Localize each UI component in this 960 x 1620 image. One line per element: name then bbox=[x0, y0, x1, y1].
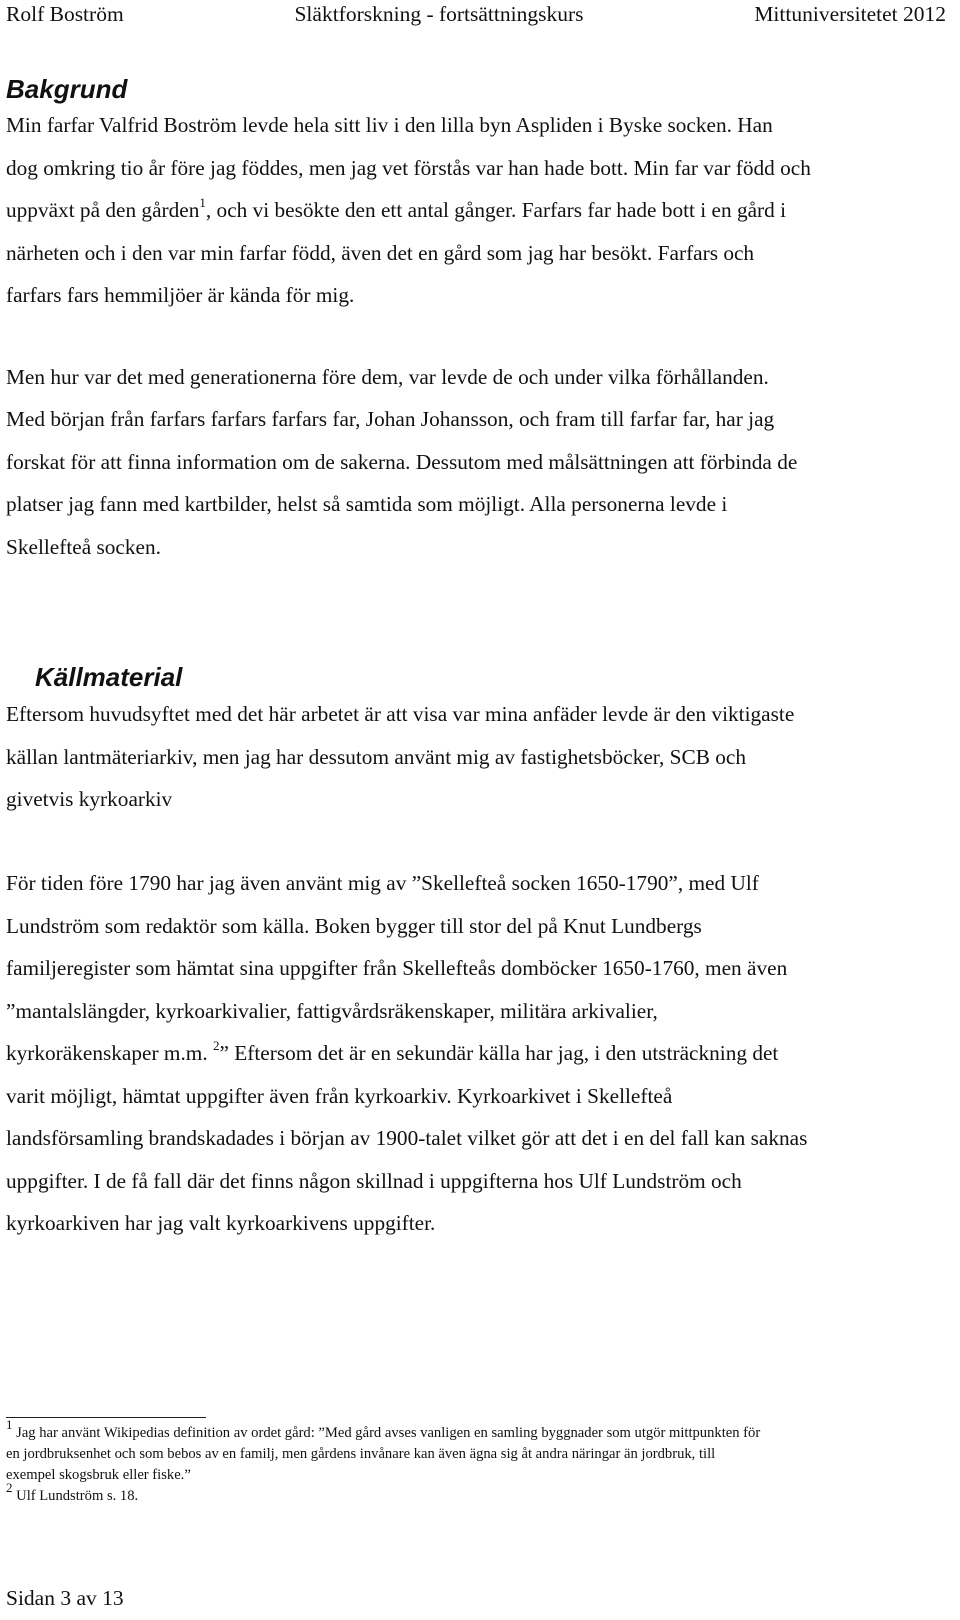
page-header bbox=[6, 0, 946, 28]
header-author: Rolf Boström bbox=[6, 2, 124, 26]
section-heading-bakgrund: Bakgrund bbox=[6, 74, 128, 104]
text-fragment: uppväxt på den gården bbox=[6, 198, 200, 222]
text-line bbox=[6, 189, 811, 232]
section-heading-kallmaterial: Källmaterial bbox=[35, 662, 183, 692]
paragraph-bakgrund-2 bbox=[6, 356, 769, 399]
text-line: Men hur var det med generationerna före dem, var levde de och under vilka förhållanden. bbox=[6, 365, 769, 389]
header-course: Släktforskning - fortsättningskurs bbox=[294, 2, 584, 26]
text-line bbox=[6, 1032, 807, 1075]
text-fragment: ” Eftersom det är en sekundär källa har jag, i den utsträckning det bbox=[219, 1041, 779, 1065]
footnote-1-line bbox=[6, 1417, 761, 1444]
text-line: källan lantmäteriarkiv, men jag har dessutom använt mig av fastighetsböcker, SCB och bbox=[6, 744, 747, 769]
text-line: forskat för att finna information om de sakerna. Dessutom med målsättningen att förbinda de bbox=[6, 449, 798, 474]
text-line: farfars fars hemmiljöer är kända för mig. bbox=[6, 283, 355, 307]
text-line: Min farfar Valfrid Boström levde hela sitt liv i den lilla byn Aspliden i Byske socken. Han bbox=[6, 113, 773, 137]
page-number: Sidan 3 av 13 bbox=[6, 1586, 124, 1610]
text-line: närheten och i den var min farfar född, även det en gård som jag har besökt. Farfars och bbox=[6, 240, 755, 265]
text-fragment: kyrkoräkenskaper m.m. bbox=[6, 1041, 213, 1065]
text-line: givetvis kyrkoarkiv bbox=[6, 787, 173, 811]
footnote-mark-1: 1 bbox=[6, 1417, 13, 1433]
footnote-2-line bbox=[6, 1480, 760, 1507]
text-line: Skellefteå socken. bbox=[6, 534, 161, 559]
footnote-separator bbox=[6, 1417, 206, 1418]
footnotes bbox=[6, 1417, 761, 1507]
footnote-2-text: Ulf Lundström s. 18. bbox=[12, 1488, 139, 1504]
footnote-1-line: en jordbruksenhet och som bebos av en familj, men gårdens invånare kan även ägna sig åt andra näringar än jordbruk, till bbox=[6, 1446, 716, 1462]
text-line: ”mantalslängder, kyrkoarkivalier, fattigvårdsräkenskaper, militära arkivalier, bbox=[6, 998, 658, 1023]
text-line: varit möjligt, hämtat uppgifter även från kyrkoarkiv. Kyrkoarkivet i Skellefteå bbox=[6, 1083, 673, 1108]
paragraph-kallmaterial-2 bbox=[6, 862, 807, 1245]
footnote-mark-2: 2 bbox=[6, 1480, 13, 1496]
text-line: platser jag fann med kartbilder, helst så samtida som möjligt. Alla personerna levde i bbox=[6, 492, 728, 516]
text-line: Lundström som redaktör som källa. Boken bygger till stor del på Knut Lundbergs bbox=[6, 913, 702, 938]
text-line: kyrkoarkiven har jag valt kyrkoarkivens uppgifter. bbox=[6, 1211, 436, 1235]
text-line: familjeregister som hämtat sina uppgifter från Skellefteås domböcker 1650-1760, men även bbox=[6, 956, 788, 980]
footnote-1-line: exempel skogsbruk eller fiske.” bbox=[6, 1467, 191, 1483]
text-line: För tiden före 1790 har jag även använt mig av ”Skellefteå socken 1650-1790”, med Ulf bbox=[6, 871, 759, 895]
footnote-1-text: Jag har använt Wikipedias definition av ordet gård: ”Med gård avses vanligen en samling byggnader som utgör mittpunkten för bbox=[12, 1425, 761, 1441]
paragraph-bakgrund-3 bbox=[6, 398, 797, 568]
text-line: dog omkring tio år före jag föddes, men jag vet förstås var han hade bott. Min far var född och bbox=[6, 155, 811, 180]
header-institution: Mittuniversitetet 2012 bbox=[754, 2, 946, 26]
text-line: Eftersom huvudsyftet med det här arbetet är att visa var mina anfäder levde är den viktigaste bbox=[6, 702, 795, 726]
text-fragment: , och vi besökte den ett antal gånger. Farfars far hade bott i en gård i bbox=[205, 198, 787, 222]
paragraph-kallmaterial-1 bbox=[6, 693, 794, 821]
footnote-reference-1[interactable]: 1 bbox=[199, 194, 206, 210]
footnote-reference-2[interactable]: 2 bbox=[213, 1037, 220, 1053]
text-line: uppgifter. I de få fall där det finns någon skillnad i uppgifterna hos Ulf Lundström och bbox=[6, 1168, 742, 1193]
text-line: Med början från farfars farfars farfars far, Johan Johansson, och fram till farfar far, har jag bbox=[6, 407, 775, 431]
paragraph-bakgrund-1 bbox=[6, 104, 811, 317]
text-line: landsförsamling brandskadades i början av 1900-talet vilket gör att det i en del fall kan saknas bbox=[6, 1126, 808, 1150]
